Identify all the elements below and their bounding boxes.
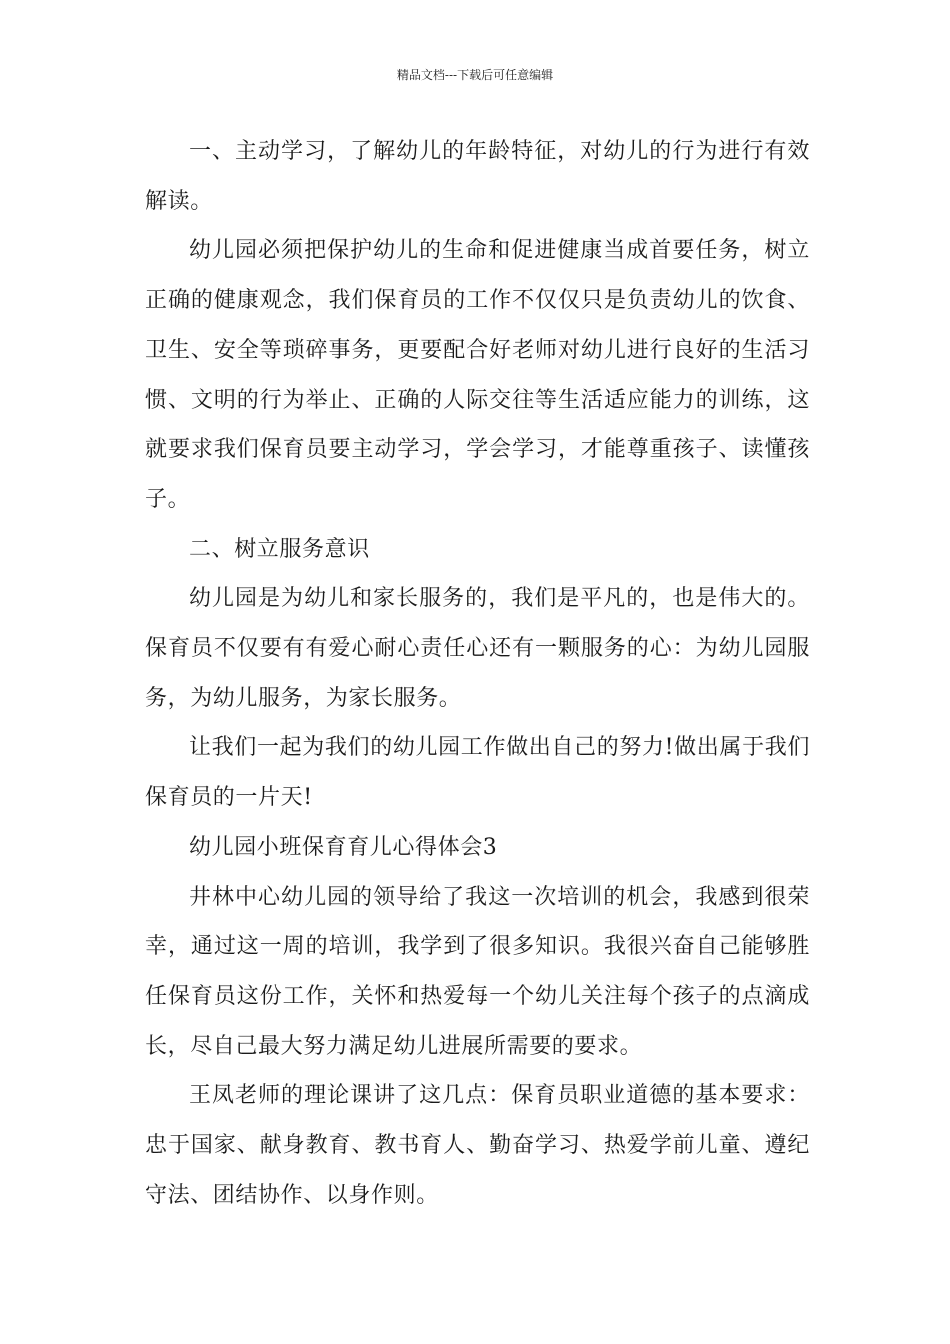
paragraph-service: 幼儿园是为幼儿和家长服务的，我们是平凡的，也是伟大的。保育员不仅要有有爱心耐心责任心还有一颗服务的心：为幼儿园服务，为幼儿服务，为家长服务。: [145, 586, 810, 711]
paragraph-heading-2: 二、树立服务意识: [189, 536, 370, 562]
paragraph-heading-1: 一、主动学习，了解幼儿的年龄特征，对幼儿的行为进行有效解读。: [145, 139, 810, 214]
paragraph-training: 井林中心幼儿园的领导给了我这一次培训的机会，我感到很荣幸，通过这一周的培训，我学到了很多知识。我很兴奋自己能够胜任保育员这份工作，关怀和热爱每一个幼儿关注每个孩子的点滴成长，尽自己最大努力满足幼儿进展所需要的要求。: [145, 884, 810, 1059]
section-title: 幼儿园小班保育育儿心得体会3: [189, 834, 498, 860]
paragraph-ethics: 王凤老师的理论课讲了这几点：保育员职业道德的基本要求：忠于国家、献身教育、教书育人、勤奋学习、热爱学前儿童、遵纪守法、团结协作、以身作则。: [145, 1083, 810, 1208]
page-header: 精品文档---下载后可任意编辑: [396, 68, 554, 82]
paragraph-health: 幼儿园必须把保护幼儿的生命和促进健康当成首要任务，树立正确的健康观念，我们保育员的工作不仅仅只是负责幼儿的饮食、卫生、安全等琐碎事务，更要配合好老师对幼儿进行良好的生活习惯、文明的行为举止、正确的人际交往等生活适应能力的训练，这就要求我们保育员要主动学习，学会学习，才能尊重孩子、读懂孩子。: [145, 238, 810, 512]
document-body: [145, 127, 810, 1220]
paragraph-closing: 让我们一起为我们的幼儿园工作做出自己的努力!做出属于我们保育员的一片天!: [145, 735, 810, 811]
